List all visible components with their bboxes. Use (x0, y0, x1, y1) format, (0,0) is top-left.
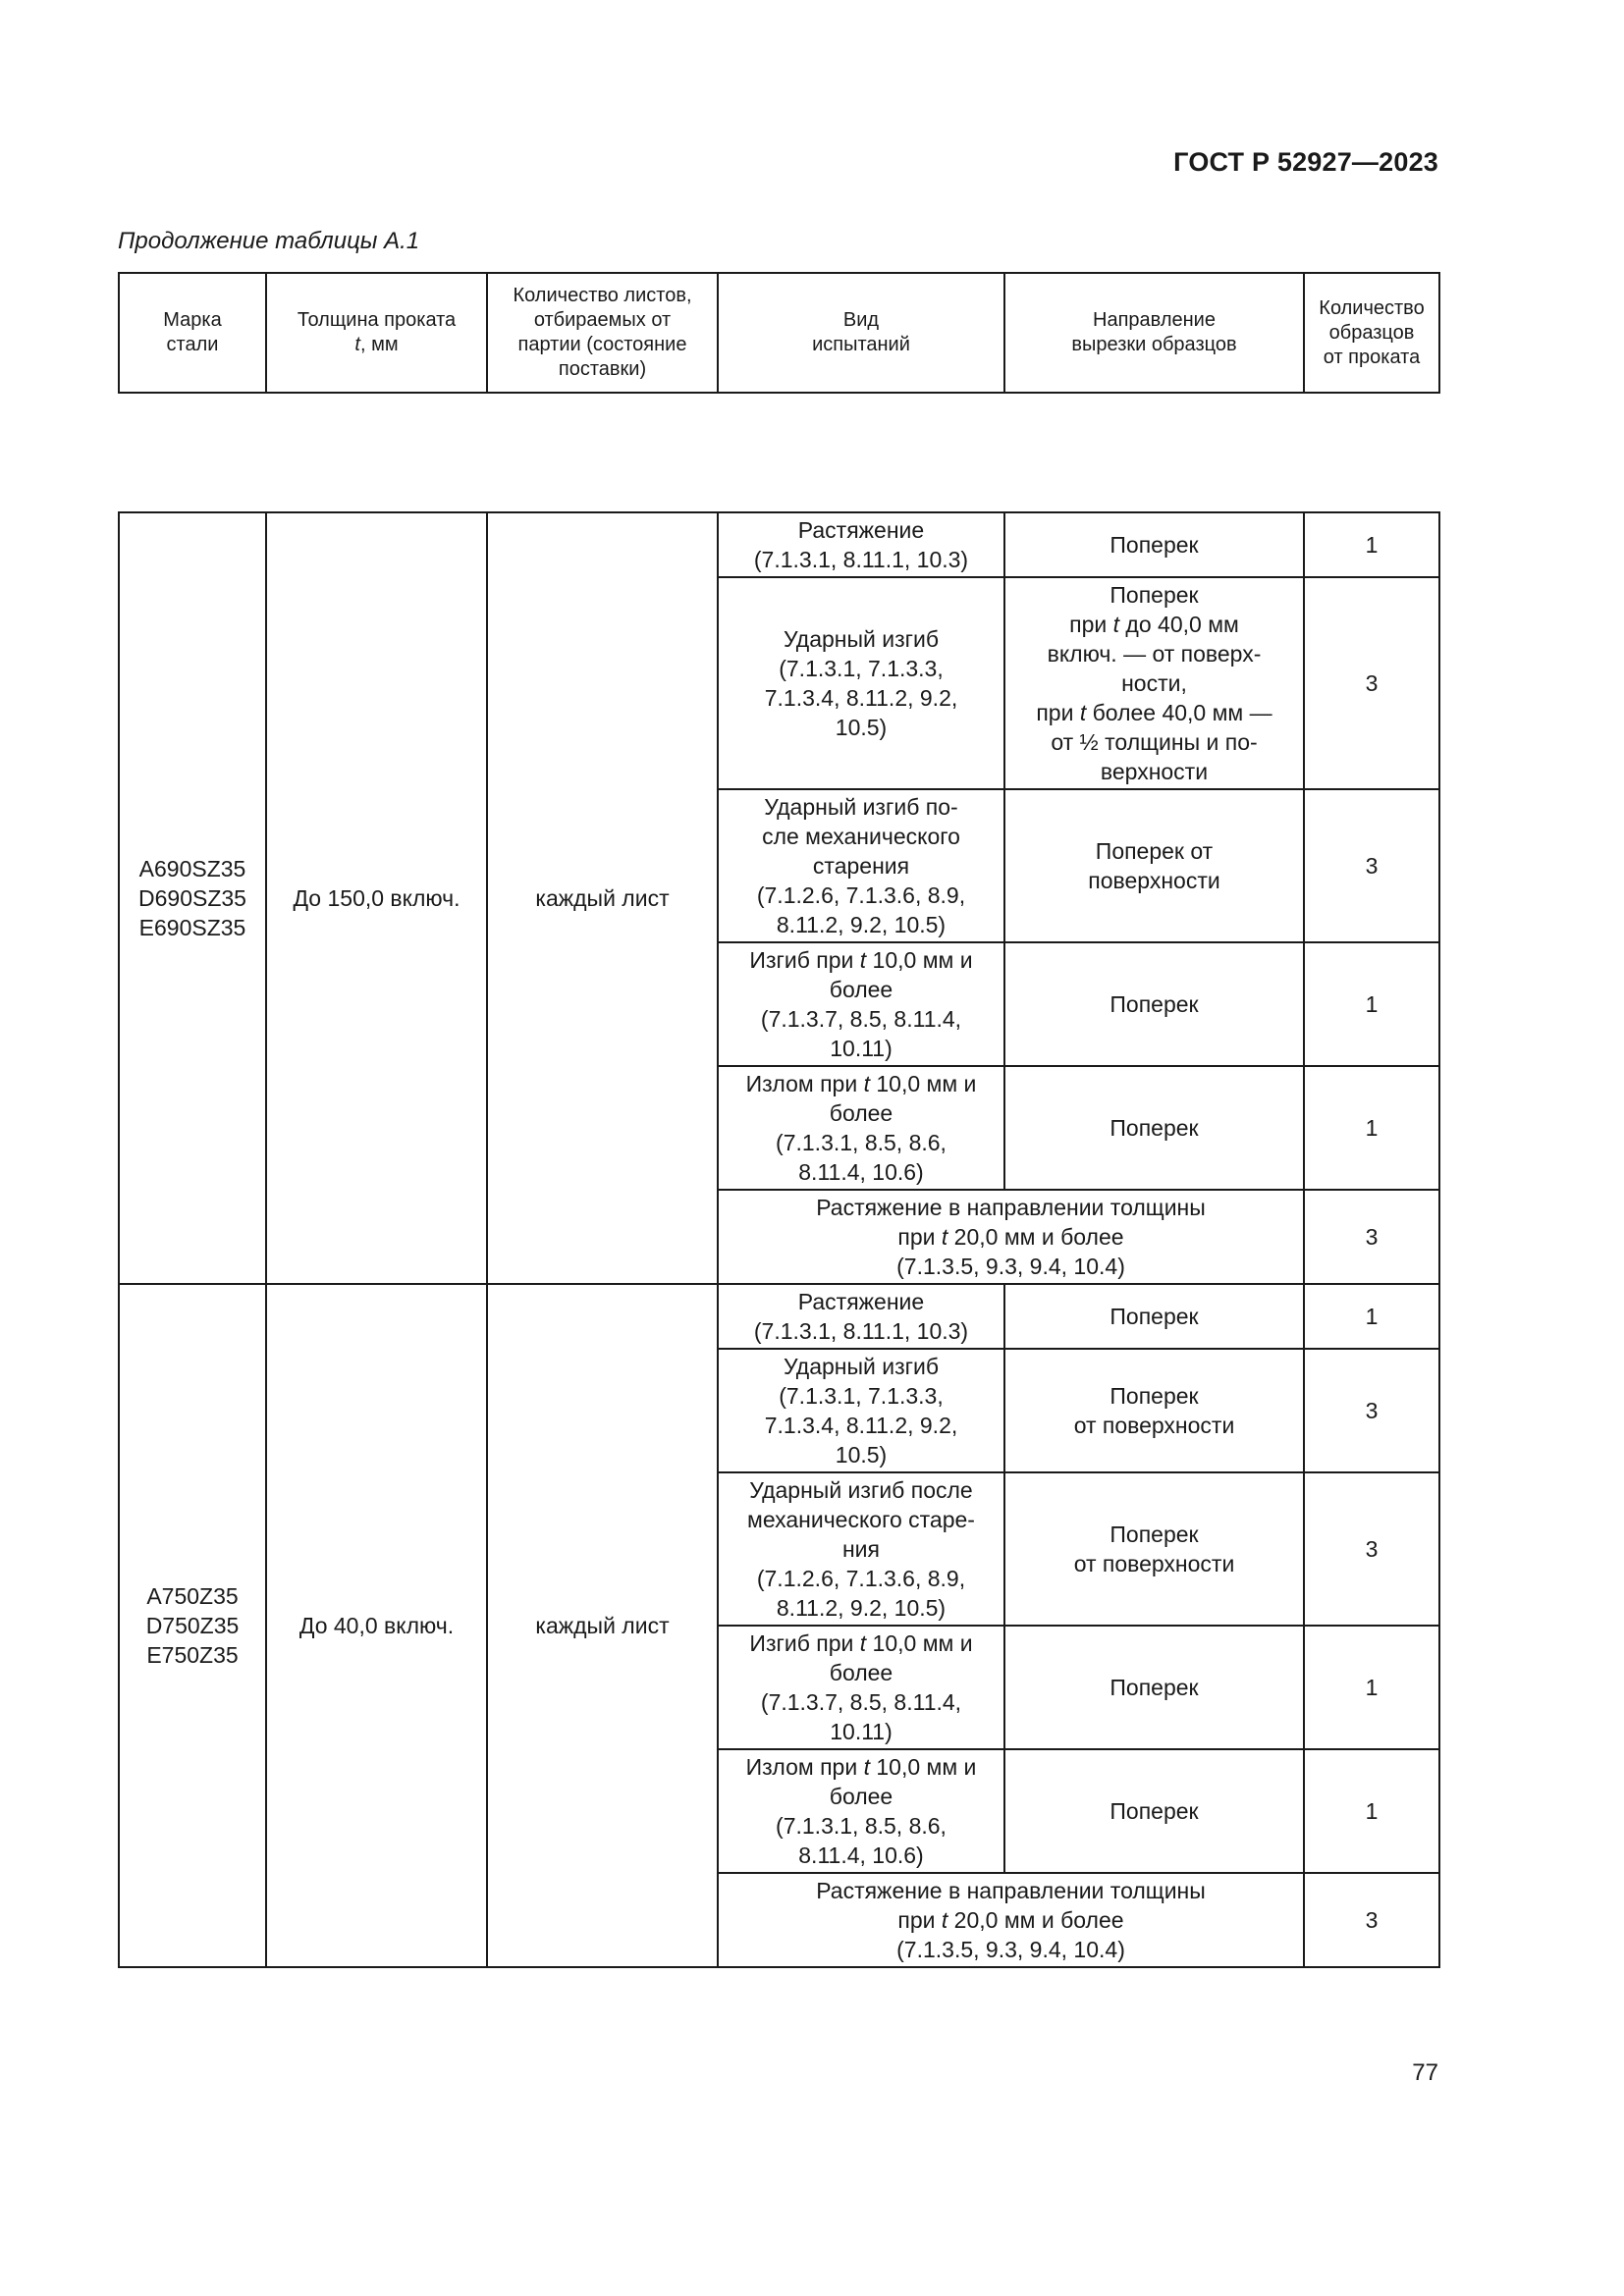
count-cell: 3 (1304, 577, 1439, 789)
test-cell: Ударный изгиб после механического старе- ния (7.1.2.6, 7.1.3.6, 8.9, 8.11.2, 9.2, 10.5) (718, 1472, 1004, 1626)
test-cell: Растяжение (7.1.3.1, 8.11.1, 10.3) (718, 1284, 1004, 1349)
header-thickness-text: Толщина проката (297, 309, 457, 331)
table-row (119, 512, 1439, 577)
document-code: ГОСТ Р 52927—2023 (1173, 147, 1438, 177)
test-cell: Ударный изгиб (7.1.3.1, 7.1.3.3, 7.1.3.4, 8.11.2, 9.2, 10.5) (718, 577, 1004, 789)
test-cell: Ударный изгиб по- сле механического старения (7.1.2.6, 7.1.3.6, 8.9, 8.11.2, 9.2, 10.5) (718, 789, 1004, 942)
grade-cell: A750Z35 D750Z35 E750Z35 (119, 1284, 266, 1967)
table-caption: Продолжение таблицы А.1 (118, 228, 420, 254)
count-cell: 3 (1304, 1873, 1439, 1967)
merged-test-cell: Растяжение в направлении толщины при t 20,0 мм и более (7.1.3.5, 9.3, 9.4, 10.4) (718, 1873, 1304, 1967)
header-direction: Направление вырезки образцов (1004, 273, 1304, 393)
table-row (119, 1284, 1439, 1349)
group-1 (119, 512, 1439, 1284)
count-cell: 1 (1304, 1749, 1439, 1873)
direction-cell: Поперек (1004, 1749, 1304, 1873)
test-cell: Ударный изгиб (7.1.3.1, 7.1.3.3, 7.1.3.4, 8.11.2, 9.2, 10.5) (718, 1349, 1004, 1472)
direction-cell: Поперек от поверхности (1004, 1349, 1304, 1472)
test-cell: Растяжение (7.1.3.1, 8.11.1, 10.3) (718, 512, 1004, 577)
header-double-rule (119, 393, 1439, 512)
direction-cell: Поперек при t до 40,0 мм включ. — от поверх- ности, при t более 40,0 мм — от ½ толщины и по- верхности (1004, 577, 1304, 789)
direction-cell: Поперек от поверхности (1004, 789, 1304, 942)
count-cell: 3 (1304, 1472, 1439, 1626)
test-cell: Изгиб при t 10,0 мм и более (7.1.3.7, 8.5, 8.11.4, 10.11) (718, 942, 1004, 1066)
grade-cell: A690SZ35 D690SZ35 E690SZ35 (119, 512, 266, 1284)
header-thickness (266, 273, 487, 393)
header-grade: Марка стали (119, 273, 266, 393)
count-cell: 1 (1304, 1066, 1439, 1190)
header-test-type: Вид испытаний (718, 273, 1004, 393)
header-sheets: Количество листов, отбираемых от партии (состояние поставки) (487, 273, 718, 393)
sheets-cell: каждый лист (487, 512, 718, 1284)
count-cell: 3 (1304, 1349, 1439, 1472)
test-cell: Изгиб при t 10,0 мм и более (7.1.3.7, 8.5, 8.11.4, 10.11) (718, 1626, 1004, 1749)
count-cell: 1 (1304, 1284, 1439, 1349)
direction-cell: Поперек (1004, 942, 1304, 1066)
test-cell: Излом при t 10,0 мм и более (7.1.3.1, 8.5, 8.6, 8.11.4, 10.6) (718, 1066, 1004, 1190)
header-thickness-var: t (354, 334, 360, 355)
header-thickness-unit: , мм (359, 334, 399, 355)
direction-cell: Поперек (1004, 1284, 1304, 1349)
count-cell: 1 (1304, 942, 1439, 1066)
test-cell: Излом при t 10,0 мм и более (7.1.3.1, 8.5, 8.6, 8.11.4, 10.6) (718, 1749, 1004, 1873)
requirements-table (118, 272, 1440, 1968)
thickness-cell: До 40,0 включ. (266, 1284, 487, 1967)
count-cell: 3 (1304, 789, 1439, 942)
table-header-row (119, 273, 1439, 393)
header-count: Количество образцов от проката (1304, 273, 1439, 393)
thickness-cell: До 150,0 включ. (266, 512, 487, 1284)
direction-cell: Поперек (1004, 1626, 1304, 1749)
count-cell: 1 (1304, 1626, 1439, 1749)
sheets-cell: каждый лист (487, 1284, 718, 1967)
group-2 (119, 1284, 1439, 1967)
direction-cell: Поперек (1004, 512, 1304, 577)
count-cell: 1 (1304, 512, 1439, 577)
count-cell: 3 (1304, 1190, 1439, 1284)
header-rule-cell (119, 393, 1439, 512)
page-number: 77 (1412, 2059, 1438, 2086)
direction-cell: Поперек от поверхности (1004, 1472, 1304, 1626)
merged-test-cell: Растяжение в направлении толщины при t 20,0 мм и более (7.1.3.5, 9.3, 9.4, 10.4) (718, 1190, 1304, 1284)
direction-cell: Поперек (1004, 1066, 1304, 1190)
